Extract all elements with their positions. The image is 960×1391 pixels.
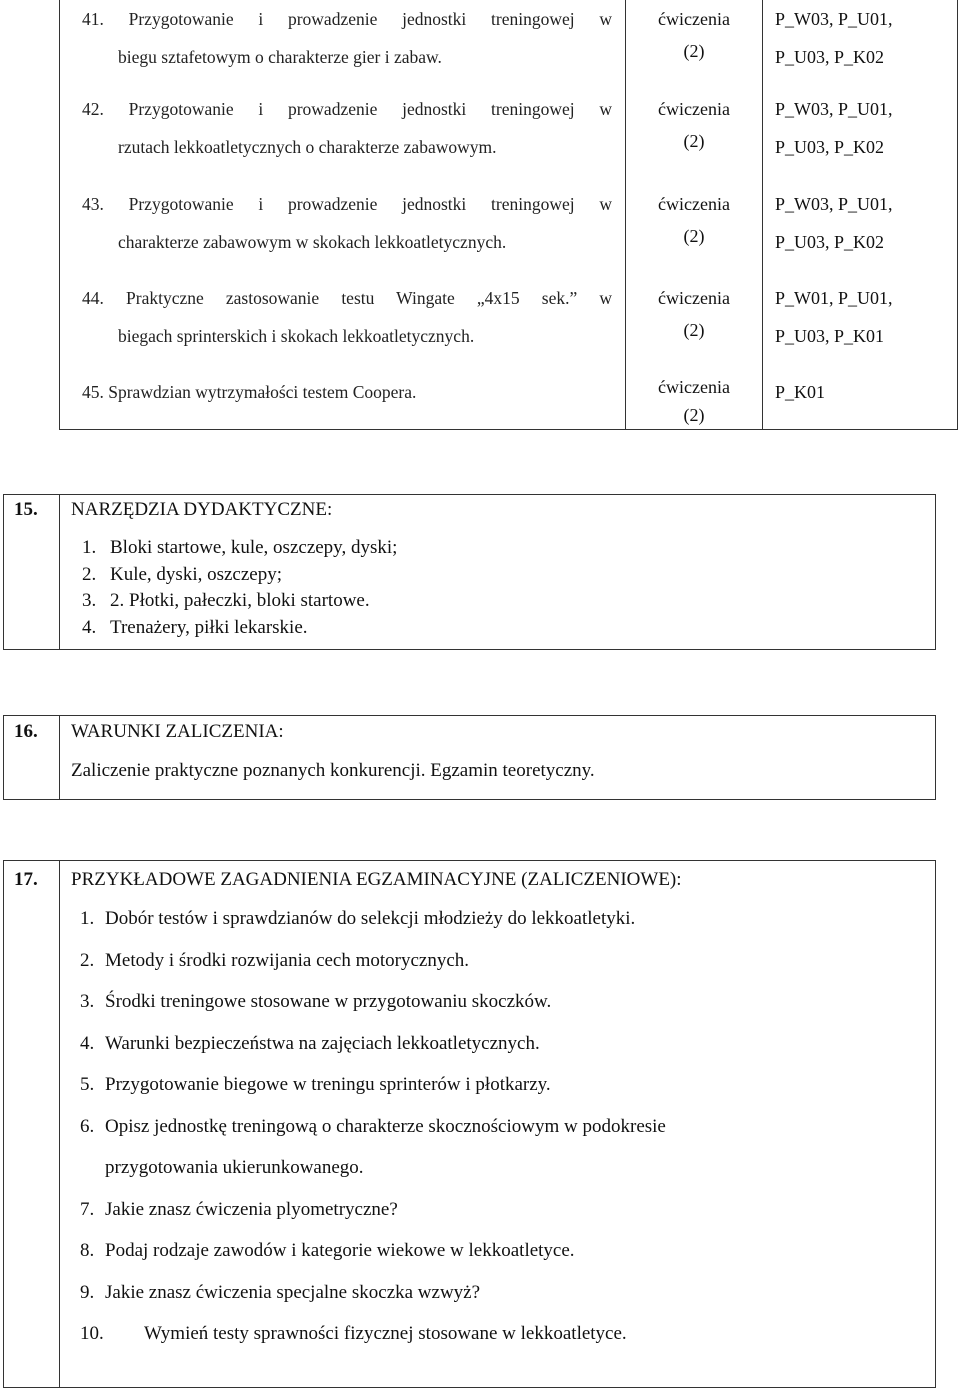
list-item: 2. Metody i środki rozwijania cech motorycznych.: [80, 949, 470, 971]
section-text: Zaliczenie praktyczne poznanych konkurencji. Egzamin teoretyczny.: [71, 760, 595, 781]
list-item: 8. Podaj rodzaje zawodów i kategorie wiekowe w lekkoatletyce.: [80, 1240, 575, 1261]
section-number: 17.: [14, 869, 38, 890]
class-hours: (2): [683, 405, 705, 425]
class-type-cell: [626, 93, 762, 157]
class-type: ćwiczenia: [658, 377, 730, 397]
effects-code: P_W03, P_U01,: [775, 194, 893, 214]
effects-cell: [775, 279, 955, 355]
list-item: 5. Przygotowanie biegowe w treningu sprinterów i płotkarzy.: [80, 1074, 551, 1095]
section-exam-questions: [3, 860, 936, 1388]
list-item: 2. Kule, dyski, oszczepy;: [82, 563, 283, 585]
topic-text: biegach sprinterskich i skokach lekkoatletycznych.: [118, 326, 475, 346]
section-number: 15.: [14, 499, 38, 520]
list-item: 1. Bloki startowe, kule, oszczepy, dyski;: [82, 537, 398, 558]
list-item: 7. Jakie znasz ćwiczenia plyometryczne?: [80, 1198, 398, 1220]
topic-text: Przygotowanie i prowadzenie jednostki treningowej w: [128, 9, 612, 29]
list-item: 3. Środki treningowe stosowane w przygotowaniu skoczków.: [80, 991, 552, 1012]
section-number-column: [4, 716, 60, 799]
topic-text: Przygotowanie i prowadzenie jednostki treningowej w: [128, 99, 612, 119]
section-passing-conditions: [3, 715, 936, 800]
section-number-column: [4, 861, 60, 1387]
list-item: 10. Wymień testy sprawności fizycznej stosowane w lekkoatletyce.: [80, 1323, 627, 1344]
effects-cell: [775, 0, 955, 76]
effects-code: P_W03, P_U01,: [775, 9, 893, 29]
class-type: ćwiczenia: [658, 99, 730, 119]
exam-questions-list: [80, 903, 666, 1360]
class-type-cell: [626, 188, 762, 252]
class-type-cell: [626, 373, 762, 429]
effects-cell: [775, 90, 955, 166]
topic-text: Praktyczne zastosowanie testu Wingate „4x15 sek.” w: [126, 288, 613, 308]
section-title: PRZYKŁADOWE ZAGADNIENIA EGZAMINACYJNE (ZALICZENIOWE):: [71, 869, 682, 890]
section-title: WARUNKI ZALICZENIA:: [71, 721, 284, 742]
topic-number: 43.: [82, 194, 104, 214]
tools-list: [82, 537, 397, 643]
effects-code: P_W01, P_U01,: [775, 288, 893, 308]
effects-code: P_W03, P_U01,: [775, 99, 893, 119]
effects-code: P_U03, P_K02: [775, 232, 885, 252]
list-item: 4. Warunki bezpieczeństwa na zajęciach lekkoatletycznych.: [80, 1032, 540, 1054]
topic-text: Sprawdzian wytrzymałości testem Coopera.: [108, 382, 417, 402]
column-divider: [762, 0, 763, 429]
effects-cell: [775, 185, 955, 261]
topic-cell: [82, 185, 612, 261]
effects-code: P_K01: [775, 382, 826, 402]
list-item: 1. Dobór testów i sprawdzianów do selekcji młodzieży do lekkoatletyki.: [80, 908, 636, 929]
list-item: 6. Opisz jednostkę treningową o charakterze skocznościowym w podokresie przygotowania ukierunkowanego.: [80, 1115, 666, 1178]
class-type: ćwiczenia: [658, 194, 730, 214]
effects-cell: [775, 373, 955, 411]
class-type-cell: [626, 282, 762, 346]
topic-number: 42.: [82, 99, 104, 119]
class-hours: (2): [683, 226, 705, 246]
section-title: NARZĘDZIA DYDAKTYCZNE:: [71, 499, 333, 520]
topic-number: 41.: [82, 9, 104, 29]
topic-number: 45.: [82, 382, 104, 402]
effects-code: P_U03, P_K01: [775, 326, 885, 346]
effects-code: P_U03, P_K02: [775, 137, 885, 157]
topic-text: biegu sztafetowym o charakterze gier i zabaw.: [118, 47, 442, 67]
section-teaching-tools: [3, 494, 936, 650]
section-number: 16.: [14, 721, 38, 742]
class-hours: (2): [683, 41, 705, 61]
topic-cell: [82, 0, 612, 76]
class-hours: (2): [683, 131, 705, 151]
section-number-column: [4, 495, 60, 649]
list-item: 4. Trenażery, piłki lekarskie.: [82, 616, 308, 638]
topic-number: 44.: [82, 288, 104, 308]
topic-text: charakterze zabawowym w skokach lekkoatletycznych.: [118, 232, 507, 252]
topic-text: Przygotowanie i prowadzenie jednostki treningowej w: [128, 194, 612, 214]
topic-cell: [82, 90, 612, 166]
topic-cell: [82, 279, 612, 355]
class-type: ćwiczenia: [658, 9, 730, 29]
class-hours: (2): [683, 320, 705, 340]
topic-text: rzutach lekkoatletycznych o charakterze zabawowym.: [118, 137, 497, 157]
list-item: 3. 2. Płotki, pałeczki, bloki startowe.: [82, 590, 370, 611]
topics-table: [59, 0, 958, 430]
class-type-cell: [626, 3, 762, 67]
class-type: ćwiczenia: [658, 288, 730, 308]
topic-cell: [82, 373, 612, 411]
effects-code: P_U03, P_K02: [775, 47, 885, 67]
list-item: 9. Jakie znasz ćwiczenia specjalne skoczka wzwyż?: [80, 1281, 481, 1303]
